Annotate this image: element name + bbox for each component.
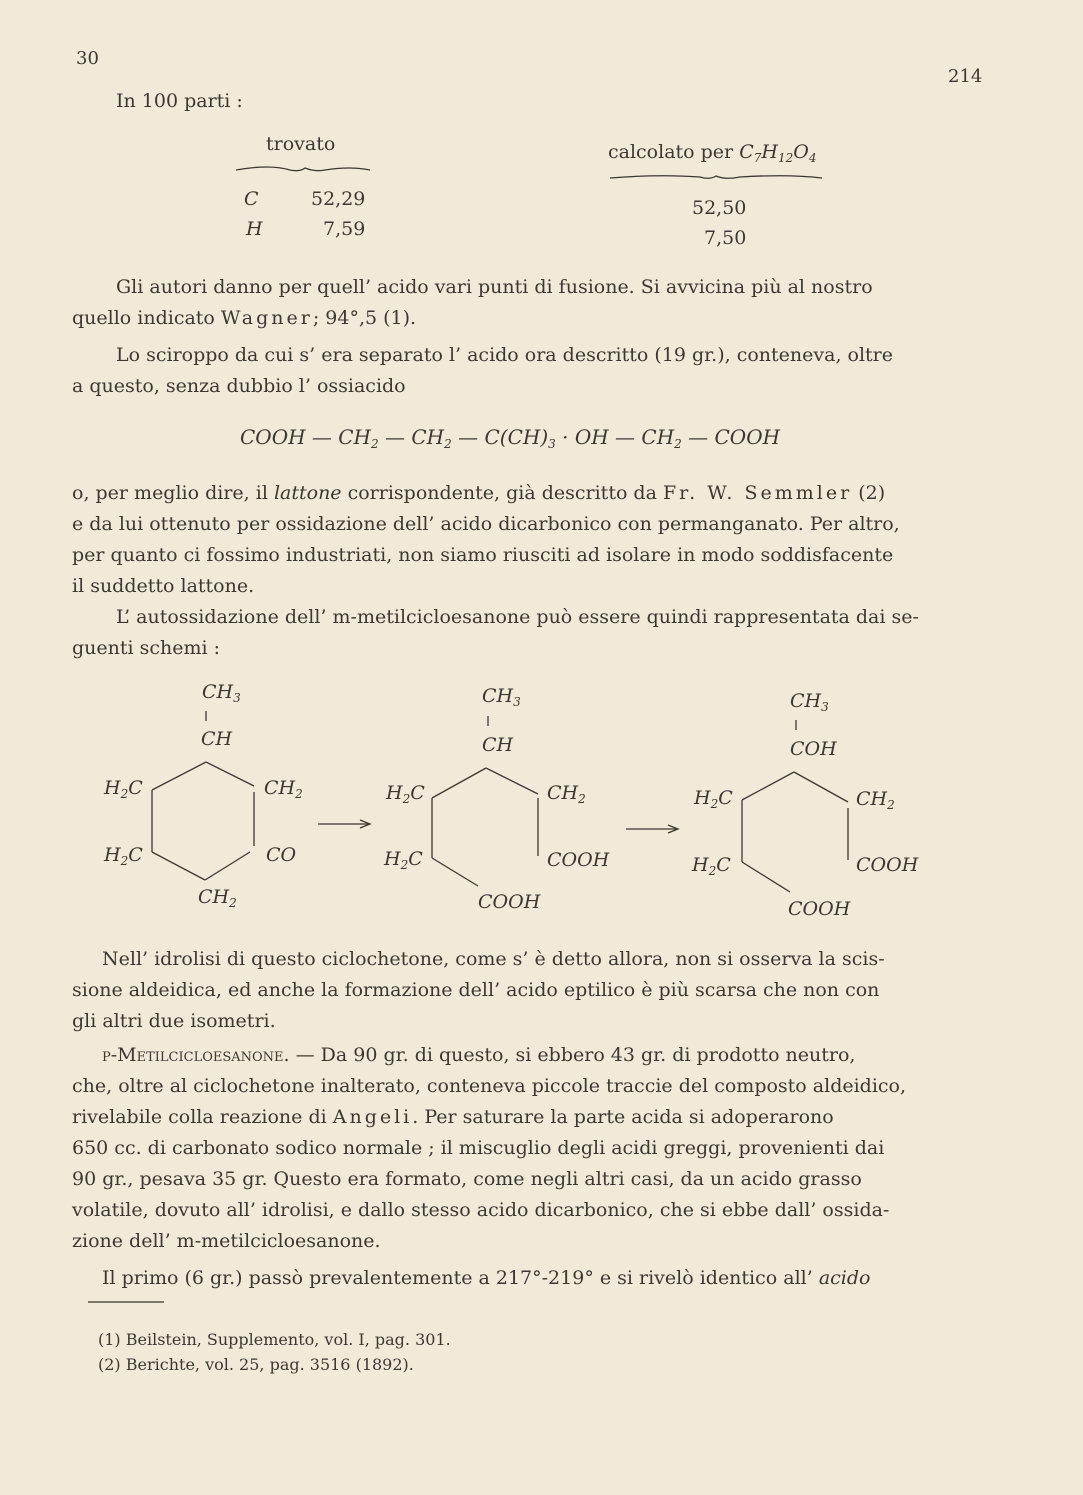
author-name: Angeli <box>332 1106 413 1128</box>
author-name: Fr. W. Semmler <box>662 482 853 504</box>
s1-h2c-upper: $H_2C$ <box>104 777 143 801</box>
footnote-1: (1) Beilstein, Supplemento, vol. I, pag. 301. <box>98 1330 451 1349</box>
row-element-h: H <box>246 218 263 240</box>
calc-header-prefix: calcolato per <box>608 141 734 163</box>
row-calc-c: 52,50 <box>692 197 747 219</box>
paragraph-line: volatile, dovuto all’ idrolisi, e dallo stesso acido dicarbonico, che si ebbe dall’ ossida- <box>72 1199 890 1221</box>
found-brace <box>236 167 370 171</box>
paragraph-line: e da lui ottenuto per ossidazione dell’ acido dicarbonico con permanganato. Per altro, <box>72 513 900 535</box>
s1-co: CO <box>266 844 297 866</box>
footnote-2: (2) Berichte, vol. 25, pag. 3516 (1892). <box>98 1355 414 1374</box>
paragraph-line: che, oltre al ciclochetone inalterato, conteneva piccole traccie del composto aldeidico, <box>72 1075 907 1097</box>
s1-ch: CH <box>201 728 233 750</box>
s2-ch: CH <box>482 734 514 756</box>
paragraph-first-fraction <box>72 1263 984 1294</box>
s3-ch2-right: $CH_2$ <box>856 788 895 812</box>
s3-coh: COH <box>790 738 837 760</box>
paragraph-line: a questo, senza dubbio l’ ossiacido <box>72 375 406 397</box>
calc-formula: $C_7H_{12}O_4$ <box>739 141 817 165</box>
paragraph-p-methyl <box>72 1040 984 1257</box>
paragraph-line: Nell’ idrolisi di questo ciclochetone, come s’ è detto allora, non si osserva la scis- <box>102 948 885 970</box>
s3-h2c-upper: $H_2C$ <box>694 787 733 811</box>
row-found-h: 7,59 <box>323 218 366 240</box>
italic-acido: acido <box>818 1267 871 1289</box>
found-header: trovato <box>266 133 336 155</box>
section-heading: p-Metilcicloesanone. <box>102 1044 290 1066</box>
paragraph-line: il suddetto lattone. <box>72 575 255 597</box>
paragraph-line: Gli autori danno per quell’ acido vari punti di fusione. Si avvicina più al nostro <box>116 276 873 298</box>
paragraph-line: zione dell’ m-metilcicloesanone. <box>72 1230 381 1252</box>
s1-ch2-bottom: $CH_2$ <box>198 886 237 910</box>
s2-cooh-right: COOH <box>547 849 610 871</box>
paragraph-line: Lo sciroppo da cui s’ era separato l’ acido ora descritto (19 gr.), conteneva, oltre <box>116 344 893 366</box>
s3-cooh-right: COOH <box>856 854 919 876</box>
s2-h2c-lower: $H_2C$ <box>384 848 423 872</box>
paragraph-hydrolysis <box>72 944 984 1037</box>
paragraph-line: Il primo (6 gr.) passò prevalentemente a 217°-219° e si rivelò identico all’ acido <box>102 1267 871 1289</box>
paragraph-line: per quanto ci fossimo industriati, non siamo riusciti ad isolare in modo soddisfacente <box>72 544 894 566</box>
oxyacid-formula: COOH — $CH_2$ — $CH_2$ — $C(CH)_3$ · OH — $CH_2$ — COOH <box>240 425 781 451</box>
paragraph-line: rivelabile colla reazione di Angeli. Per saturare la parte acida si adoperarono <box>72 1106 834 1128</box>
analysis-intro: In 100 parti : <box>116 90 243 112</box>
paragraph-line: o, per meglio dire, il lattone corrispondente, già descritto da Fr. W. Semmler (2) <box>72 482 886 504</box>
paragraph-line: sione aldeidica, ed anche la formazione dell’ acido eptilico è più scarsa che non con <box>72 979 880 1001</box>
s3-cooh-bottom: COOH <box>788 898 851 920</box>
paragraph-line: p-Metilcicloesanone. — Da 90 gr. di questo, si ebbero 43 gr. di prodotto neutro, <box>102 1044 856 1066</box>
paragraph-line: 90 gr., pesava 35 gr. Questo era formato, come negli altri casi, da un acido grasso <box>72 1168 862 1190</box>
s1-ch3: $CH_3$ <box>202 681 241 705</box>
paragraph-line: quello indicato Wagner; 94°,5 (1). <box>72 307 417 329</box>
author-name: Wagner <box>220 307 313 329</box>
s1-ch2-right: $CH_2$ <box>264 777 303 801</box>
row-found-c: 52,29 <box>311 188 366 210</box>
s2-cooh-bottom: COOH <box>478 891 541 913</box>
s2-ch2-right: $CH_2$ <box>547 782 586 806</box>
row-calc-h: 7,50 <box>704 227 747 249</box>
s2-h2c-upper: $H_2C$ <box>386 782 425 806</box>
paragraph-line: 650 cc. di carbonato sodico normale ; il miscuglio degli acidi greggi, provenienti dai <box>72 1137 885 1159</box>
calc-brace <box>610 176 822 179</box>
page-number-left: 30 <box>76 48 99 69</box>
s3-h2c-lower: $H_2C$ <box>692 854 731 878</box>
s3-ch3: $CH_3$ <box>790 690 829 714</box>
row-element-c: C <box>244 188 259 210</box>
s1-h2c-lower: $H_2C$ <box>104 844 143 868</box>
italic-lattone: lattone <box>273 482 342 504</box>
paragraph-line: gli altri due isometri. <box>72 1010 276 1032</box>
s2-ch3: $CH_3$ <box>482 685 521 709</box>
page-number-right: 214 <box>948 66 983 87</box>
paragraph-line: L’ autossidazione dell’ m-metilcicloesanone può essere quindi rappresentata dai se- <box>116 606 919 628</box>
paragraph-line: guenti schemi : <box>72 637 221 659</box>
